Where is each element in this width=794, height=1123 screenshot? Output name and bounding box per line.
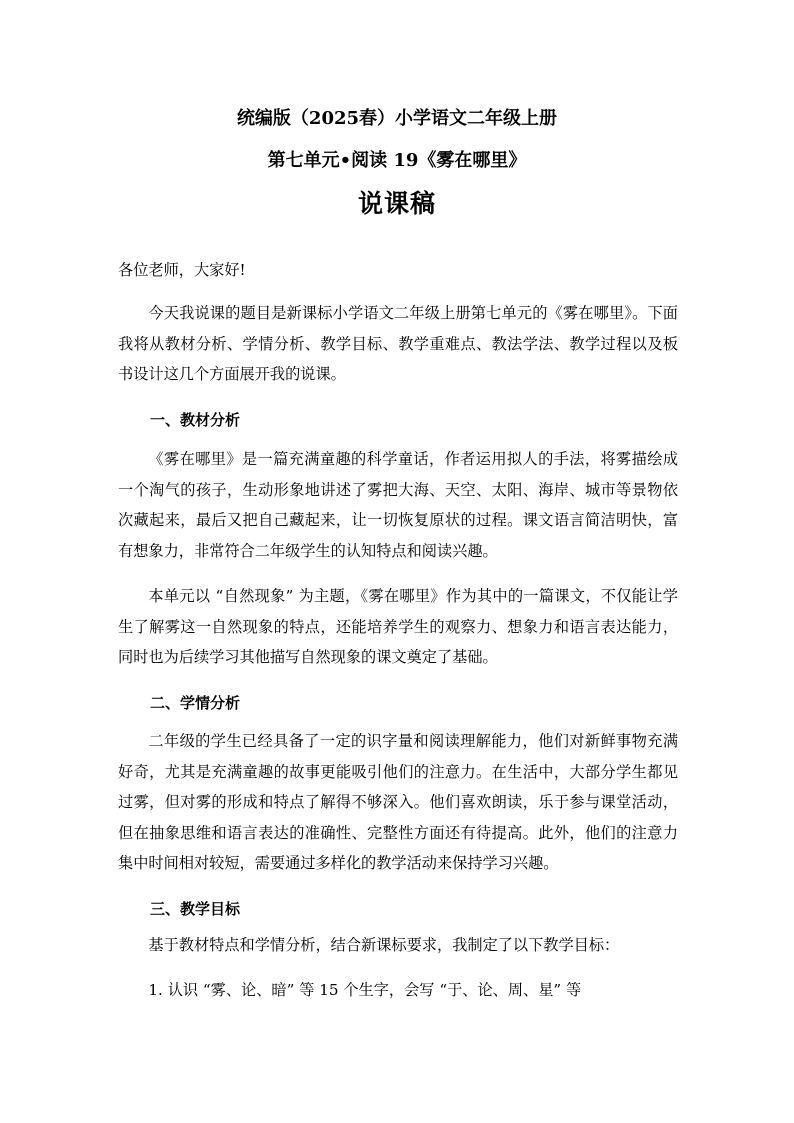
lesson-title: 第七单元•阅读 19《雾在哪里》: [267, 150, 527, 171]
intro-paragraph: 今天我说课的题目是新课标小学语文二年级上册第七单元的《雾在哪里》。下面我将从教材分析、学情分析、教学目标、教学重难点、教法学法、教学过程以及板书设计这几个方面展开我的说课。: [118, 304, 678, 383]
section-heading-textbook-analysis: 一、教材分析: [150, 411, 241, 429]
student-analysis-paragraph: 二年级的学生已经具备了一定的识字量和阅读理解能力，他们对新鲜事物充满好奇，尤其是充满童趣的故事更能吸引他们的注意力。在生活中，大部分学生都见过雾，但对雾的形成和特点了解得不够深入。他们喜欢朗读，乐于参与课堂活动，但在抽象思维和语言表达的准确性、完整性方面还有待提高。此外，他们的注意力集中时间相对较短，需要通过多样化的教学活动来保持学习兴趣。: [118, 732, 678, 872]
textbook-analysis-paragraph-1: 《雾在哪里》是一篇充满童趣的科学童话，作者运用拟人的手法，将雾描绘成一个淘气的孩子，生动形象地讲述了雾把大海、天空、太阳、海岸、城市等景物依次藏起来，最后又把自己藏起来，让一切恢复原状的过程。课文语言简洁明快，富有想象力，非常符合二年级学生的认知特点和阅读兴趣。: [118, 450, 678, 560]
teaching-goal-item-1: 1. 认识 “雾、论、暗” 等 15 个生字，会写 “于、论、周、星” 等: [148, 981, 582, 999]
document-series-title: 统编版（2025春）小学语文二年级上册: [236, 108, 558, 129]
section-heading-teaching-goals: 三、教学目标: [150, 900, 241, 918]
greeting: 各位老师，大家好!: [118, 261, 246, 279]
document-title: 说课稿: [357, 189, 436, 218]
section-heading-student-analysis: 二、学情分析: [150, 694, 241, 712]
teaching-goals-intro: 基于教材特点和学情分析，结合新课标要求，我制定了以下教学目标：: [148, 936, 620, 954]
textbook-analysis-paragraph-2: 本单元以 “自然现象” 为主题，《雾在哪里》作为其中的一篇课文，不仅能让学生了解雾这一自然现象的特点，还能培养学生的观察力、想象力和语言表达能力，同时也为后续学习其他描写自然现象的课文奠定了基础。: [118, 587, 678, 666]
